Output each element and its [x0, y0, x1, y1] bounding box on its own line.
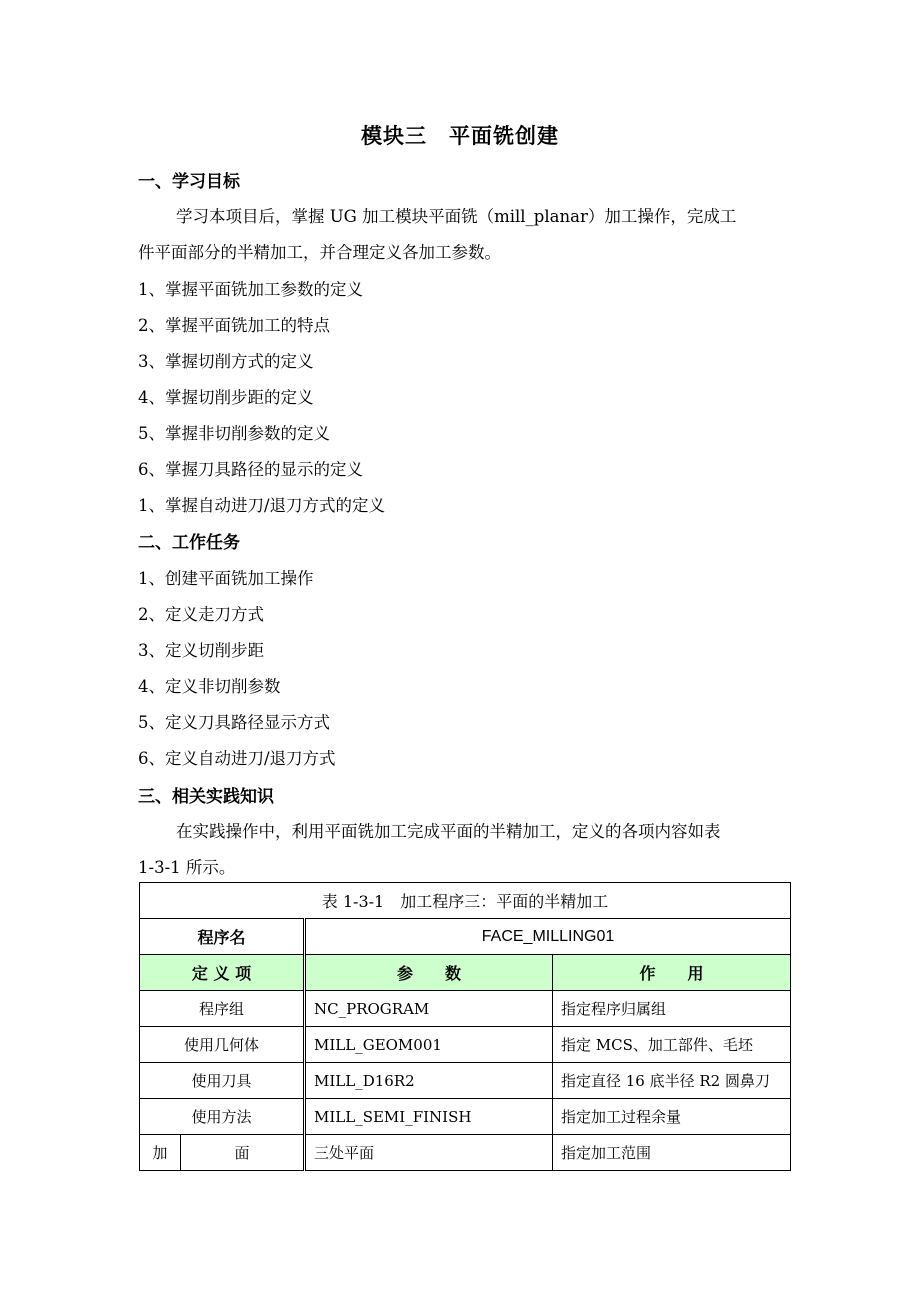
practice-paragraph-line-2: 1-3-1 所示。 [138, 858, 236, 877]
row-param: 三处平面 [305, 1135, 553, 1171]
table-row [140, 1027, 791, 1063]
list-item: 2、掌握平面铣加工的特点 [138, 316, 330, 335]
row-effect: 指定程序归属组 [553, 991, 791, 1027]
table-caption: 表 1-3-1 加工程序三：平面的半精加工 [140, 883, 791, 919]
list-item: 2、定义走刀方式 [138, 605, 264, 624]
table-caption-row [140, 883, 791, 919]
list-item: 3、掌握切削方式的定义 [138, 352, 314, 371]
program-name-label: 程序名 [140, 919, 305, 955]
row-effect: 指定加工过程余量 [553, 1099, 791, 1135]
row-item: 程序组 [140, 991, 305, 1027]
page-title: 模块三 平面铣创建 [361, 124, 559, 148]
row-item: 使用方法 [140, 1099, 305, 1135]
row-item-a: 加 [140, 1135, 181, 1171]
list-item: 1、掌握平面铣加工参数的定义 [138, 280, 363, 299]
list-item: 4、定义非切削参数 [138, 677, 281, 696]
intro-paragraph-line-1: 学习本项目后，掌握 UG 加工模块平面铣（mill_planar）加工操作，完成工 [176, 207, 737, 226]
list-item: 5、定义刀具路径显示方式 [138, 713, 330, 732]
row-effect: 指定加工范围 [553, 1135, 791, 1171]
section-heading-practice-knowledge: 三、相关实践知识 [138, 787, 274, 807]
row-item: 使用几何体 [140, 1027, 305, 1063]
section-heading-learning-goals: 一、学习目标 [138, 172, 240, 192]
list-item: 1、创建平面铣加工操作 [138, 569, 314, 588]
list-item: 5、掌握非切削参数的定义 [138, 424, 330, 443]
row-param: MILL_GEOM001 [305, 1027, 553, 1063]
column-header-item: 定 义 项 [140, 955, 305, 991]
list-item: 6、定义自动进刀/退刀方式 [138, 749, 336, 768]
row-effect: 指定直径 16 底半径 R2 圆鼻刀 [553, 1063, 791, 1099]
row-item: 使用刀具 [140, 1063, 305, 1099]
table-row [140, 991, 791, 1027]
list-item: 4、掌握切削步距的定义 [138, 388, 314, 407]
table-row [140, 1135, 791, 1171]
machining-program-table [139, 882, 791, 1171]
program-name-row [140, 919, 791, 955]
section-heading-work-tasks: 二、工作任务 [138, 533, 240, 553]
program-name-value: FACE_MILLING01 [305, 919, 791, 955]
list-item: 3、定义切削步距 [138, 641, 264, 660]
list-item: 6、掌握刀具路径的显示的定义 [138, 460, 363, 479]
row-param: MILL_SEMI_FINISH [305, 1099, 553, 1135]
column-header-effect: 作 用 [553, 955, 791, 991]
row-param: NC_PROGRAM [305, 991, 553, 1027]
row-effect: 指定 MCS、加工部件、毛坯 [553, 1027, 791, 1063]
practice-paragraph-line-1: 在实践操作中，利用平面铣加工完成平面的半精加工，定义的各项内容如表 [176, 822, 721, 841]
table-header-row [140, 955, 791, 991]
column-header-param: 参 数 [305, 955, 553, 991]
table-row [140, 1063, 791, 1099]
list-item: 1、掌握自动进刀/退刀方式的定义 [138, 496, 386, 515]
table-row [140, 1099, 791, 1135]
row-param: MILL_D16R2 [305, 1063, 553, 1099]
intro-paragraph-line-2: 件平面部分的半精加工，并合理定义各加工参数。 [138, 243, 501, 262]
row-item-b: 面 [181, 1135, 305, 1171]
